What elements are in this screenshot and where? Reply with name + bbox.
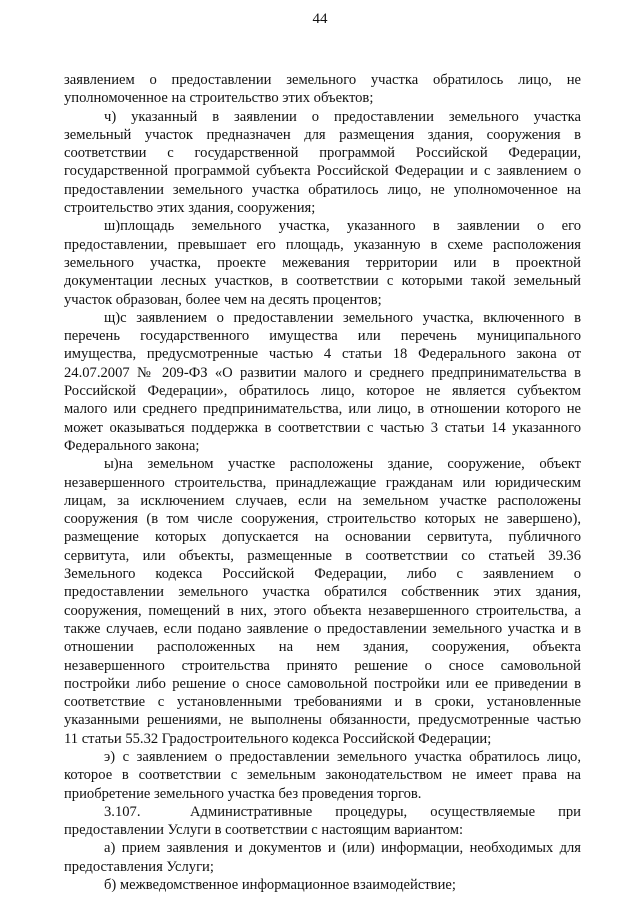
paragraph-3-107: [64, 803, 581, 840]
clause-text: Административные процедуры, осуществляемые при: [190, 803, 581, 820]
text-line: сервитута, или объекты, размещенные в соответствии со статьей 39.36: [64, 547, 581, 564]
paragraph-item-e: [64, 748, 581, 803]
text-line: предоставлении земельного участка обратился собственник этих здания,: [64, 584, 581, 601]
paragraph-item-a: [64, 839, 581, 876]
text-line: Российской Федерации», обратилось лицо, которое не является субъектом: [64, 383, 581, 400]
text-line: лицам, за исключением случаев, если на земельном участке расположены: [64, 492, 581, 509]
text-line: заявлением о предоставлении земельного участка обратилось лицо, не: [64, 72, 581, 88]
text-line: малого или среднего предпринимательства, или лицо, в отношении которого не: [64, 401, 581, 418]
text-line: отношении расположенных на нем здания, сооружения, объекта: [64, 639, 581, 656]
text-line: уполномоченное на строительство этих объектов;: [64, 90, 374, 107]
text-line: э) с заявлением о предоставлении земельного участка обратилось лицо,: [104, 748, 581, 765]
text-line: Федерального закона;: [64, 437, 200, 454]
text-line: которое в соответствии с земельным законодательством не имеет права на: [64, 767, 581, 784]
text-line: а) прием заявления и документов и (или) информации, необходимых для: [104, 840, 581, 857]
paragraph-continuation: [64, 71, 581, 108]
text-line: Земельного кодекса Российской Федерации, либо с заявлением о: [64, 566, 581, 583]
text-line: 24.07.2007 № 209-ФЗ «О развитии малого и среднего предпринимательства в: [64, 364, 581, 381]
text-line: щ)с заявлением о предоставлении земельного участка, включенного в: [104, 309, 581, 326]
text-line: предоставлении, превышает его площадь, указанную в схеме расположения: [64, 236, 581, 253]
text-line: документации лесных участков, в соответствии с которыми такой земельный: [64, 273, 581, 290]
text-line: [64, 803, 581, 821]
paragraph-item-y: [64, 455, 581, 748]
paragraph-item-sh: [64, 217, 581, 308]
text-line: ч) указанный в заявлении о предоставлении земельного участка: [104, 108, 581, 125]
text-line: предоставлении земельного участка обратилось лицо, не уполномоченное на: [64, 181, 581, 198]
text-line: ы)на земельном участке расположены здание, сооружение, объект: [104, 456, 581, 473]
text-line: соответствии с государственной программой Российской Федерации,: [64, 145, 581, 162]
text-line: сооружения (в том числе сооружения, строительство которых не завершено),: [64, 511, 581, 528]
text-line: ш)площадь земельного участка, указанного в заявлении о его: [104, 218, 581, 235]
text-line: приобретение земельного участка без проведения торгов.: [64, 785, 422, 802]
text-line: имущества, предусмотренные частью 4 статьи 18 Федерального закона от: [64, 346, 581, 363]
text-line: может оказываться поддержка в соответствии с частью 3 статьи 14 указанного: [64, 419, 581, 436]
text-line: строительство этих здания, сооружения;: [64, 200, 316, 217]
clause-number: 3.107.: [104, 803, 141, 820]
text-line: соответствие с установленными требованиями и в сроки, установленные: [64, 694, 581, 711]
paragraph-item-ch: [64, 108, 581, 218]
text-line: перечень государственного имущества или перечень муниципального: [64, 328, 581, 345]
text-line: сооружения, помещений в них, этого объекта незавершенного строительства, а: [64, 602, 581, 619]
text-line: предоставления Услуги;: [64, 858, 214, 875]
text-line: государственной программой субъекта Российской Федерации и с заявлением о: [64, 163, 581, 180]
text-line: незавершенного строительства, принадлежащие гражданам или юридическим: [64, 474, 581, 491]
text-line: 11 статьи 55.32 Градостроительного кодекса Российской Федерации;: [64, 730, 492, 747]
text-line: также случаев, если подано заявление о предоставлении земельного участка и в: [64, 620, 581, 637]
text-line: указанными решениями, не выполнены обязанности, предусмотренные частью: [64, 712, 581, 729]
text-line: участок образован, более чем на десять процентов;: [64, 291, 382, 308]
text-line: земельного участка, проекте межевания территории или в проектной: [64, 254, 581, 271]
text-line: предоставлении Услуги в соответствии с настоящим вариантом:: [64, 822, 464, 839]
text-line: постройки либо решение о сносе самовольной постройки или ее приведении в: [64, 675, 581, 692]
text-line: незавершенного строительства принято решение о сносе самовольной: [64, 657, 581, 674]
text-line: б) межведомственное информационное взаимодействие;: [104, 877, 456, 894]
text-line: размещение которых допускается на основании сервитута, публичного: [64, 529, 581, 546]
paragraph-item-shch: [64, 309, 581, 455]
page-number: 44: [312, 11, 328, 27]
text-line: земельный участок предназначен для размещения здания, сооружения в: [64, 126, 581, 143]
document-body: [64, 71, 581, 894]
paragraph-item-b: [64, 876, 581, 894]
